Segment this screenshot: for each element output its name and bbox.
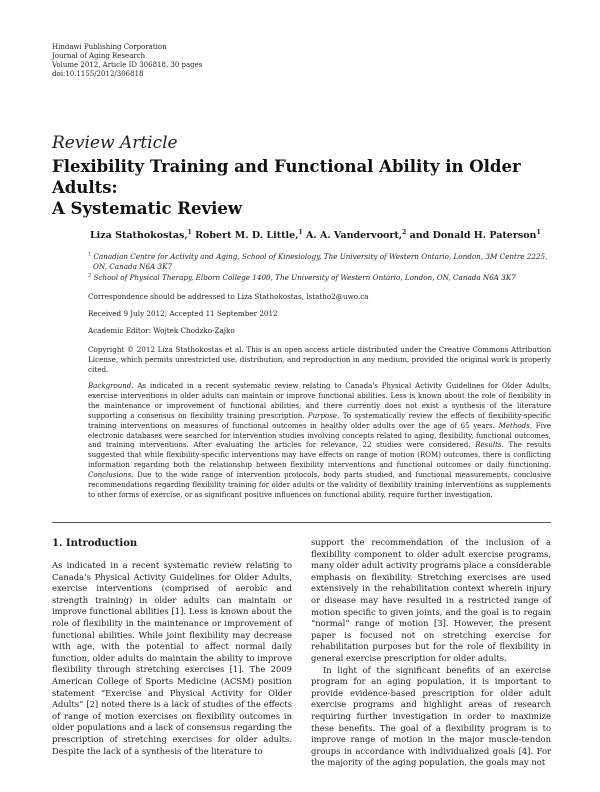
title-line-1: Flexibility Training and Functional Ability in Older Adults: xyxy=(52,157,521,197)
journal-name: Journal of Aging Research xyxy=(52,52,146,60)
abstract-background-label: Background. xyxy=(88,381,134,390)
author-list xyxy=(90,230,590,241)
author-affil-sup: 1 xyxy=(298,228,303,236)
author-name: and Donald H. Paterson xyxy=(409,230,537,241)
abstract-conclusions-label: Conclusions. xyxy=(88,470,134,480)
affiliation-text: Canadian Centre for Activity and Aging, School of Kinesiology, The University of Western Ontario, London, 3M Centre 2225, xyxy=(93,252,548,261)
volume-line: Volume 2012, Article ID 306818, 30 pages xyxy=(52,61,203,69)
article-title xyxy=(52,156,572,219)
section-heading-introduction: 1. Introduction xyxy=(52,538,138,549)
intro-paragraph-1-cont: support the recommendation of the inclusion of a flexibility component to older adult exercise programs, many older adult activity programs place a considerable emphasis on flexibility. Stretching exercises are used extensively in the rehabilitation context wherein injury or disease may have resulted in a restricted range of motion specific to given joints, and the goal is to regain “normal” range of motion [3]. However, the present paper is focused not on stretching exercise for rehabilitation purposes but for the role of flexibility in general exercise prescription for older adults. xyxy=(311,537,551,663)
publisher: Hindawi Publishing Corporation xyxy=(52,43,167,51)
affiliation-sup: 1 xyxy=(88,251,92,258)
affiliation-text: School of Physical Therapy, Elborn College 1400, The University of Western Ontario, London, ON, Canada N6A 3K7 xyxy=(93,273,516,282)
received-accepted-dates: Received 9 July 2012; Accepted 11 September 2012 xyxy=(88,309,278,318)
academic-editor: Academic Editor: Wojtek Chodzko-Zajko xyxy=(88,326,235,335)
intro-paragraph-1: As indicated in a recent systematic review relating to Canada's Physical Activity Guidelines for Older Adults, exercise interventions (comprised of aerobic and strength training) in older adults can maintain or improve functional abilities [1]. Less is known about the role of flexibility in the maintenance or improvement of functional abilities. While joint flexibility may decrease with age, with the potential to affect normal daily function, older adults do maintain the ability to improve flexibility through stretching exercises [1]. The 2009 American College of Sports Medicine (ACSM) position statement “Exercise and Physical Activity for Older Adults” [2] noted there is a lack of studies of the effects of range of motion exercises on flexibility outcomes in older populations and a lack of consensus regarding the prescription of stretching exercises for older adults. Despite the lack of a synthesis of the literature to xyxy=(52,560,292,756)
article-type: Review Article xyxy=(52,133,178,153)
body-column-left xyxy=(52,560,292,757)
body-column-right xyxy=(311,537,551,769)
doi[interactable]: doi:10.1155/2012/306818 xyxy=(52,70,144,78)
affiliation-1 xyxy=(88,252,558,272)
abstract-purpose: To systematically review the effects of flexibility-specific training interventions on measures of functional outcomes in healthy older adults over the age of 65 years. xyxy=(88,410,551,430)
affiliation-2 xyxy=(88,273,558,283)
author-name: Robert M. D. Little, xyxy=(195,230,299,241)
abstract-methods: Five electronic databases were searched for intervention studies involving concepts related to aging, flexibility, functional outcomes, and training interventions. After evaluating the articles for relevance, 22 studies were considered. xyxy=(88,420,551,450)
section-divider xyxy=(52,522,551,523)
copyright-notice: Copyright © 2012 Liza Stathokostas et al. This is an open access article distributed under the Creative Commons Attribution License, which permits unrestricted use, distribution, and reproduction in any medium, provided the original work is properly cited. xyxy=(88,345,551,374)
abstract-background: As indicated in a recent systematic review relating to Canada's Physical Activity Guidelines for Older Adults, exercise interventions in older adults can maintain or improve functional abilities. Less is known about the role of flexibility in the maintenance or improvement of functional abilities, and there currently does not exist a synthesis of the literature supporting a consensus on flexibility training prescription. xyxy=(88,381,551,420)
affiliation-sup: 2 xyxy=(88,272,92,279)
author-name: Liza Stathokostas, xyxy=(90,230,188,241)
correspondence: Correspondence should be addressed to Liza Stathokostas, lstatho2@uwo.ca xyxy=(88,292,369,301)
affiliation-text-cont: ON, Canada N6A 3K7 xyxy=(93,262,173,271)
author-name: A. A. Vandervoort, xyxy=(305,230,403,241)
intro-paragraph-2: In light of the significant benefits of an exercise program for an aging population, it is important to provide evidence-based prescription for older adult exercise programs and highlight areas of research requiring further investigation in order to maximize these benefits. The goal of a flexibility program is to improve range of motion in the major muscle-tendon groups in accordance with individualized goals [4]. For the majority of the aging population, the goals may not xyxy=(311,664,551,768)
abstract-methods-label: Methods. xyxy=(498,420,532,430)
title-line-2: A Systematic Review xyxy=(52,199,243,218)
author-affil-sup: 1 xyxy=(536,228,541,236)
journal-header xyxy=(52,43,352,79)
author-affil-sup: 2 xyxy=(402,228,407,236)
abstract-purpose-label: Purpose. xyxy=(307,410,340,420)
author-affil-sup: 1 xyxy=(187,228,192,236)
abstract-results-label: Results. xyxy=(475,440,504,450)
abstract-conclusions: Due to the wide range of intervention protocols, body parts studied, and functional measurements, conclusive recommendations regarding flexibility training for older adults or the validity of flexibility training interventions as supplements to other forms of exercise, or as significant positive influences on functional ability, require further investigation. xyxy=(88,470,551,499)
abstract xyxy=(88,381,551,500)
abstract-results: The results suggested that while flexibility-specific interventions may have effects on range of motion (ROM) outcomes, there is conflicting information regarding both the relationship between flexibility interventions and functional outcomes or daily functioning. xyxy=(88,440,552,470)
